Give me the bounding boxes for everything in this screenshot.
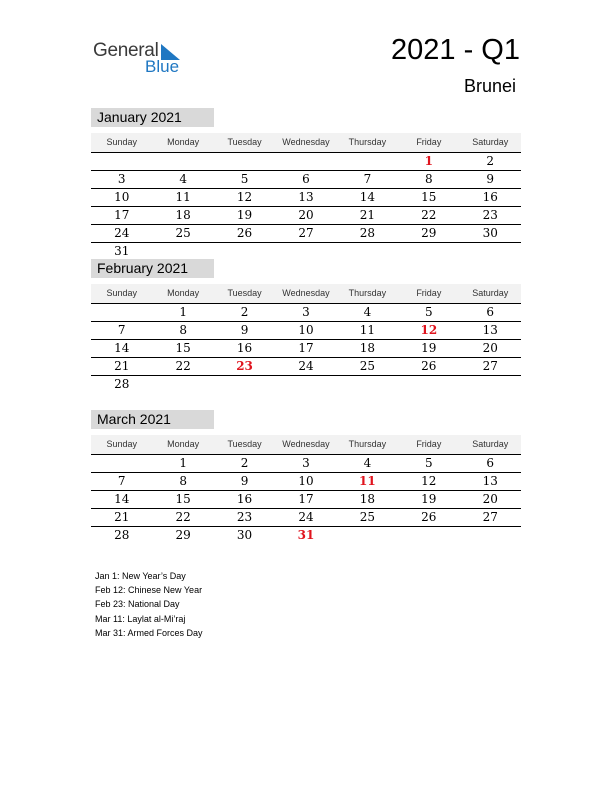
day-cell: 15 — [175, 341, 191, 355]
day-cell: 22 — [175, 510, 191, 524]
day-cell — [214, 243, 275, 260]
logo-general-text: General — [93, 40, 159, 61]
day-cell: 24 — [114, 226, 130, 240]
day-cell: 18 — [175, 208, 191, 222]
day-cell: 24 — [298, 359, 314, 373]
week-row — [91, 509, 521, 527]
day-cell: 27 — [482, 359, 498, 373]
holiday-day-cell: 23 — [236, 359, 253, 373]
day-cell: 21 — [114, 359, 130, 373]
day-cell: 25 — [359, 359, 376, 373]
day-cell: 20 — [298, 208, 314, 222]
day-cell: 16 — [236, 492, 253, 506]
day-cell — [275, 376, 336, 393]
holiday-note: Jan 1: New Year’s Day — [95, 571, 186, 581]
day-cell: 8 — [179, 323, 187, 337]
logo — [93, 40, 193, 80]
weekday-label: Thursday — [348, 439, 387, 449]
weekday-label: Monday — [167, 137, 200, 147]
day-cell: 21 — [359, 208, 376, 222]
weekday-label: Wednesday — [282, 137, 330, 147]
day-cell: 9 — [486, 172, 495, 186]
week-row — [91, 358, 521, 376]
holiday-notes — [95, 569, 203, 640]
weekday-label: Sunday — [106, 439, 137, 449]
week-row — [91, 243, 521, 260]
day-cell: 13 — [298, 190, 314, 204]
day-cell: 19 — [236, 208, 253, 222]
week-row — [91, 171, 521, 189]
week-row — [91, 153, 521, 171]
weekday-header-row — [91, 133, 521, 153]
day-cell: 30 — [482, 226, 498, 240]
day-cell: 23 — [236, 510, 253, 524]
day-cell: 8 — [425, 172, 433, 186]
day-cell: 19 — [421, 341, 437, 355]
day-cell: 28 — [114, 528, 130, 542]
day-cell — [398, 527, 459, 544]
day-cell: 6 — [486, 305, 495, 319]
weekday-label: Wednesday — [282, 439, 330, 449]
weekday-header-row — [91, 435, 521, 455]
day-cell — [337, 153, 398, 170]
day-cell: 28 — [114, 377, 130, 391]
day-cell: 14 — [114, 492, 130, 506]
day-cell: 1 — [179, 305, 187, 319]
day-cell: 9 — [240, 474, 249, 488]
day-cell: 30 — [236, 528, 253, 542]
day-cell: 28 — [359, 226, 376, 240]
day-cell — [275, 153, 336, 170]
day-cell: 12 — [236, 190, 253, 204]
day-cell: 13 — [482, 323, 498, 337]
day-cell — [398, 376, 459, 393]
week-row — [91, 455, 521, 473]
weekday-label: Saturday — [472, 137, 509, 147]
day-cell: 24 — [298, 510, 314, 524]
day-cell: 23 — [482, 208, 498, 222]
day-cell: 18 — [359, 492, 376, 506]
day-cell: 27 — [298, 226, 314, 240]
day-cell: 10 — [114, 190, 130, 204]
day-cell: 12 — [421, 474, 437, 488]
day-cell: 26 — [236, 226, 253, 240]
weekday-label: Tuesday — [227, 439, 262, 449]
day-cell: 20 — [482, 341, 498, 355]
day-cell: 17 — [298, 341, 314, 355]
weekday-label: Sunday — [106, 137, 137, 147]
day-cell: 5 — [240, 172, 249, 186]
page-title: 2021 - Q1 — [391, 34, 520, 66]
country-label: Brunei — [463, 76, 516, 96]
weekday-label: Friday — [416, 137, 442, 147]
day-cell: 1 — [179, 456, 187, 470]
day-cell: 22 — [421, 208, 437, 222]
day-cell: 16 — [482, 190, 498, 204]
weekday-label: Friday — [416, 439, 442, 449]
weekday-label: Saturday — [472, 288, 509, 298]
day-cell: 18 — [359, 341, 376, 355]
week-row — [91, 473, 521, 491]
week-row — [91, 322, 521, 340]
month-name: January 2021 — [91, 108, 214, 127]
day-cell: 10 — [298, 323, 314, 337]
week-row — [91, 376, 521, 393]
day-cell: 8 — [179, 474, 187, 488]
weekday-label: Friday — [416, 288, 442, 298]
holiday-note: Feb 23: National Day — [95, 599, 180, 610]
weekday-label: Wednesday — [282, 288, 330, 298]
day-cell: 29 — [421, 226, 437, 240]
day-cell — [460, 527, 521, 544]
day-cell: 4 — [363, 305, 372, 319]
month-name: February 2021 — [91, 259, 214, 278]
day-cell: 17 — [114, 208, 130, 222]
day-cell: 20 — [482, 492, 498, 506]
day-cell: 5 — [425, 305, 433, 319]
week-row — [91, 340, 521, 358]
day-cell: 7 — [117, 474, 126, 488]
day-cell — [337, 243, 398, 260]
week-row — [91, 225, 521, 243]
day-cell: 19 — [421, 492, 437, 506]
day-cell: 15 — [175, 492, 191, 506]
day-cell: 22 — [175, 359, 191, 373]
week-row — [91, 491, 521, 509]
day-cell: 14 — [359, 190, 376, 204]
day-cell: 17 — [298, 492, 314, 506]
week-row — [91, 304, 521, 322]
holiday-note: Mar 11: Laylat al-Mi’raj — [95, 613, 186, 624]
day-cell: 7 — [117, 323, 126, 337]
day-cell — [152, 376, 213, 393]
month-february — [91, 259, 521, 393]
weekday-label: Monday — [167, 288, 200, 298]
weekday-label: Tuesday — [227, 288, 262, 298]
day-cell: 6 — [302, 172, 310, 186]
day-cell: 3 — [117, 172, 126, 186]
day-cell: 13 — [482, 474, 498, 488]
holiday-day-cell: 1 — [424, 154, 433, 168]
day-cell: 26 — [421, 510, 437, 524]
day-cell: 26 — [421, 359, 437, 373]
day-cell: 14 — [114, 341, 130, 355]
day-cell: 25 — [175, 226, 191, 240]
weekday-label: Thursday — [348, 137, 387, 147]
day-cell: 25 — [359, 510, 376, 524]
day-cell — [460, 376, 521, 393]
day-cell: 31 — [114, 244, 130, 258]
day-cell — [91, 455, 152, 472]
logo-blue-text: Blue — [145, 57, 180, 76]
holiday-day-cell: 12 — [420, 323, 438, 337]
day-cell: 11 — [359, 323, 376, 337]
day-cell: 3 — [302, 305, 310, 319]
day-cell: 10 — [298, 474, 314, 488]
day-cell — [337, 527, 398, 544]
holiday-day-cell: 11 — [359, 474, 376, 488]
weekday-header-row — [91, 284, 521, 304]
weekday-label: Saturday — [472, 439, 509, 449]
day-cell: 27 — [482, 510, 498, 524]
day-cell: 2 — [486, 154, 495, 168]
day-cell: 16 — [236, 341, 253, 355]
weekday-label: Monday — [167, 439, 200, 449]
day-cell — [398, 243, 459, 260]
weekday-label: Thursday — [348, 288, 387, 298]
month-january — [91, 108, 521, 260]
day-cell — [214, 153, 275, 170]
day-cell — [152, 243, 213, 260]
holiday-note: Feb 12: Chinese New Year — [95, 585, 203, 596]
week-row — [91, 207, 521, 225]
day-cell: 3 — [302, 456, 310, 470]
month-name: March 2021 — [91, 410, 214, 429]
day-cell: 5 — [425, 456, 433, 470]
day-cell: 4 — [363, 456, 372, 470]
day-cell — [152, 153, 213, 170]
day-cell: 11 — [175, 190, 191, 204]
day-cell: 9 — [240, 323, 249, 337]
week-row — [91, 189, 521, 207]
holiday-day-cell: 31 — [297, 528, 315, 542]
holiday-note: Mar 31: Armed Forces Day — [95, 627, 203, 638]
day-cell: 2 — [240, 305, 249, 319]
day-cell: 2 — [240, 456, 249, 470]
day-cell: 29 — [175, 528, 191, 542]
day-cell: 21 — [114, 510, 130, 524]
day-cell: 4 — [179, 172, 187, 186]
day-cell: 15 — [421, 190, 437, 204]
day-cell: 7 — [363, 172, 372, 186]
week-row — [91, 527, 521, 544]
day-cell — [460, 243, 521, 260]
day-cell: 6 — [486, 456, 495, 470]
day-cell — [337, 376, 398, 393]
day-cell — [275, 243, 336, 260]
day-cell — [214, 376, 275, 393]
weekday-label: Sunday — [106, 288, 137, 298]
weekday-label: Tuesday — [227, 137, 262, 147]
day-cell — [91, 304, 152, 321]
month-march — [91, 410, 521, 544]
day-cell — [91, 153, 152, 170]
